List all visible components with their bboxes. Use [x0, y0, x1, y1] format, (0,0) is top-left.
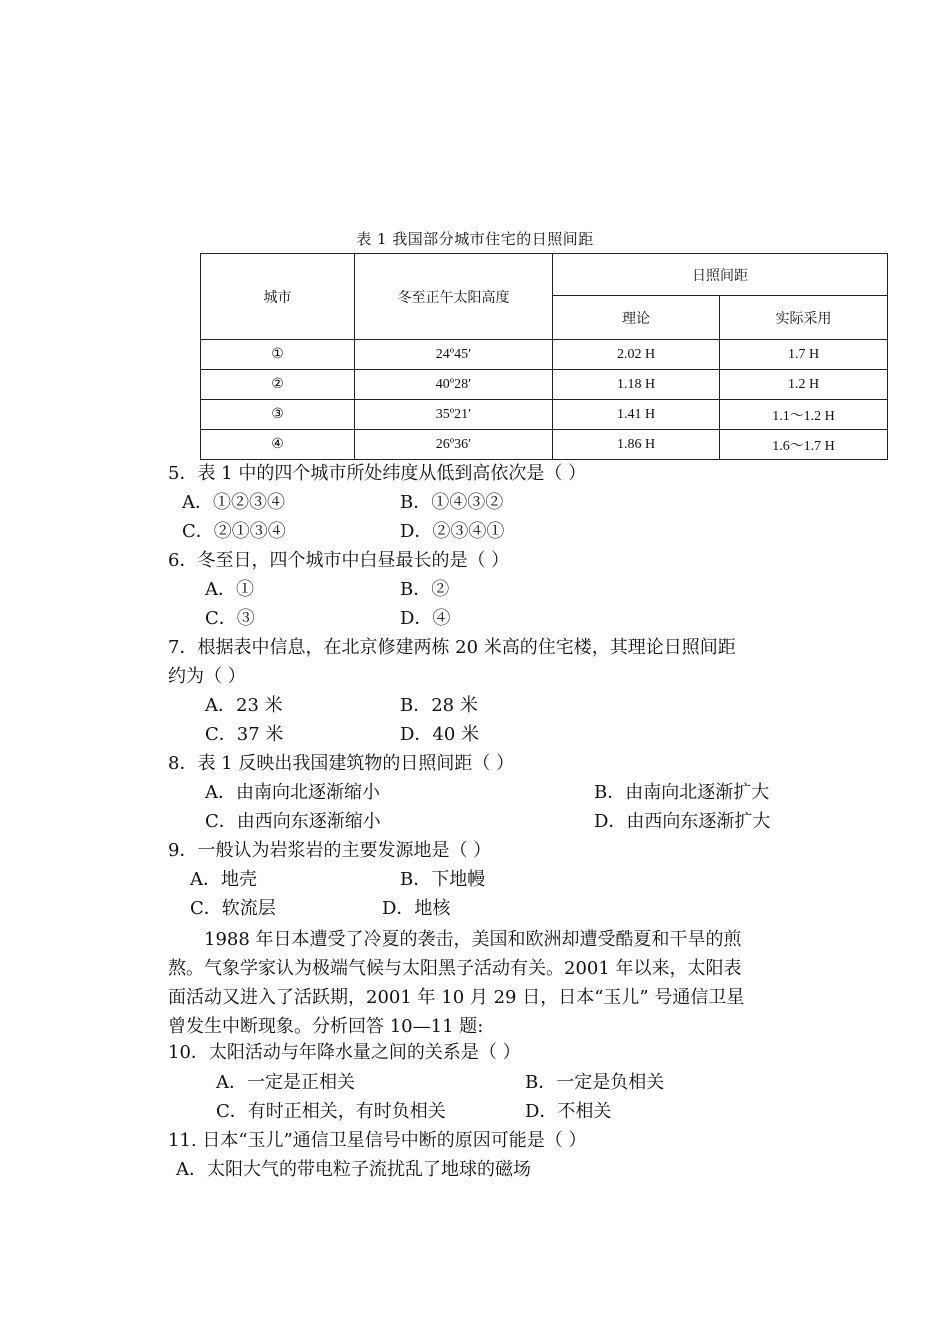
header-theory: 理论 [553, 296, 720, 340]
passage-line: 1988 年日本遭受了冷夏的袭击，美国和欧洲却遭受酷夏和干旱的煎 [204, 929, 742, 950]
sunlight-spacing-table [200, 253, 888, 460]
cell-city: ② [201, 370, 355, 400]
question-5-option-a: A．①②③④ [182, 492, 285, 513]
question-8-stem: 8．表 1 反映出我国建筑物的日照间距（ ） [168, 753, 515, 774]
passage-line: 面活动又进入了活跃期，2001 年 10 月 29 日，日本“玉儿” 号通信卫星 [168, 987, 745, 1008]
cell-theory: 1.41 H [553, 400, 720, 430]
question-9-option-d: D．地核 [382, 898, 451, 919]
cell-altitude: 24º45′ [355, 340, 553, 370]
question-6-option-a: A．① [205, 579, 254, 600]
question-6-stem: 6．冬至日，四个城市中白昼最长的是（ ） [168, 550, 510, 571]
cell-city: ④ [201, 430, 355, 460]
question-8-option-d: D．由西向东逐渐扩大 [594, 811, 771, 832]
question-11-stem: 11. 日本“玉儿”通信卫星信号中断的原因可能是（ ） [168, 1130, 587, 1151]
cell-actual: 1.1～1.2 H [720, 400, 888, 430]
question-10-option-c: C．有时正相关，有时负相关 [216, 1101, 446, 1122]
question-6-option-c: C．③ [205, 608, 255, 629]
cell-theory: 1.18 H [553, 370, 720, 400]
question-8-option-c: C．由西向东逐渐缩小 [205, 811, 381, 832]
cell-actual: 1.2 H [720, 370, 888, 400]
cell-altitude: 40º28′ [355, 370, 553, 400]
question-9-option-b: B．下地幔 [400, 869, 486, 890]
reading-passage [168, 925, 788, 1041]
header-altitude: 冬至正午太阳高度 [355, 254, 553, 340]
question-6-option-d: D．④ [400, 608, 451, 629]
question-8-option-b: B．由南向北逐渐扩大 [594, 782, 770, 803]
question-5-option-c: C．②①③④ [182, 521, 286, 542]
question-5-option-d: D．②③④① [400, 521, 505, 542]
header-spacing: 日照间距 [553, 254, 888, 296]
question-7-stem-line2: 约为（ ） [168, 666, 246, 687]
question-9-option-c: C．软流层 [190, 898, 276, 919]
cell-actual: 1.7 H [720, 340, 888, 370]
cell-theory: 1.86 H [553, 430, 720, 460]
question-9-option-a: A．地壳 [190, 869, 257, 890]
table-row [201, 370, 888, 400]
cell-altitude: 35º21′ [355, 400, 553, 430]
question-7-option-a: A．23 米 [205, 695, 283, 716]
question-9-stem: 9．一般认为岩浆岩的主要发源地是（ ） [168, 840, 492, 861]
header-city: 城市 [201, 254, 355, 340]
question-10-option-a: A．一定是正相关 [216, 1072, 355, 1093]
cell-actual: 1.6～1.7 H [720, 430, 888, 460]
cell-city: ③ [201, 400, 355, 430]
question-5-option-b: B．①④③② [400, 492, 504, 513]
question-8-option-a: A．由南向北逐渐缩小 [205, 782, 380, 803]
question-6-option-b: B．② [400, 579, 450, 600]
passage-line: 熬。气象学家认为极端气候与太阳黑子活动有关。2001 年以来，太阳表 [168, 958, 742, 979]
question-7-stem-line1: 7．根据表中信息，在北京修建两栋 20 米高的住宅楼，其理论日照间距 [168, 637, 736, 658]
question-7-option-b: B．28 米 [400, 695, 478, 716]
header-actual: 实际采用 [720, 296, 888, 340]
question-11-option-a: A．太阳大气的带电粒子流扰乱了地球的磁场 [176, 1159, 531, 1180]
table-row [201, 340, 888, 370]
question-5-stem: 5．表 1 中的四个城市所处纬度从低到高依次是（ ） [168, 463, 587, 484]
table-caption: 表 1 我国部分城市住宅的日照间距 [356, 230, 594, 248]
passage-line: 曾发生中断现象。分析回答 10—11 题: [168, 1016, 484, 1037]
cell-theory: 2.02 H [553, 340, 720, 370]
cell-city: ① [201, 340, 355, 370]
question-10-stem: 10．太阳活动与年降水量之间的关系是（ ） [168, 1042, 521, 1063]
question-10-option-b: B．一定是负相关 [525, 1072, 665, 1093]
question-7-option-c: C．37 米 [205, 724, 284, 745]
cell-altitude: 26º36′ [355, 430, 553, 460]
question-7-option-d: D．40 米 [400, 724, 480, 745]
table-row [201, 430, 888, 460]
table-row [201, 400, 888, 430]
question-10-option-d: D．不相关 [525, 1101, 612, 1122]
